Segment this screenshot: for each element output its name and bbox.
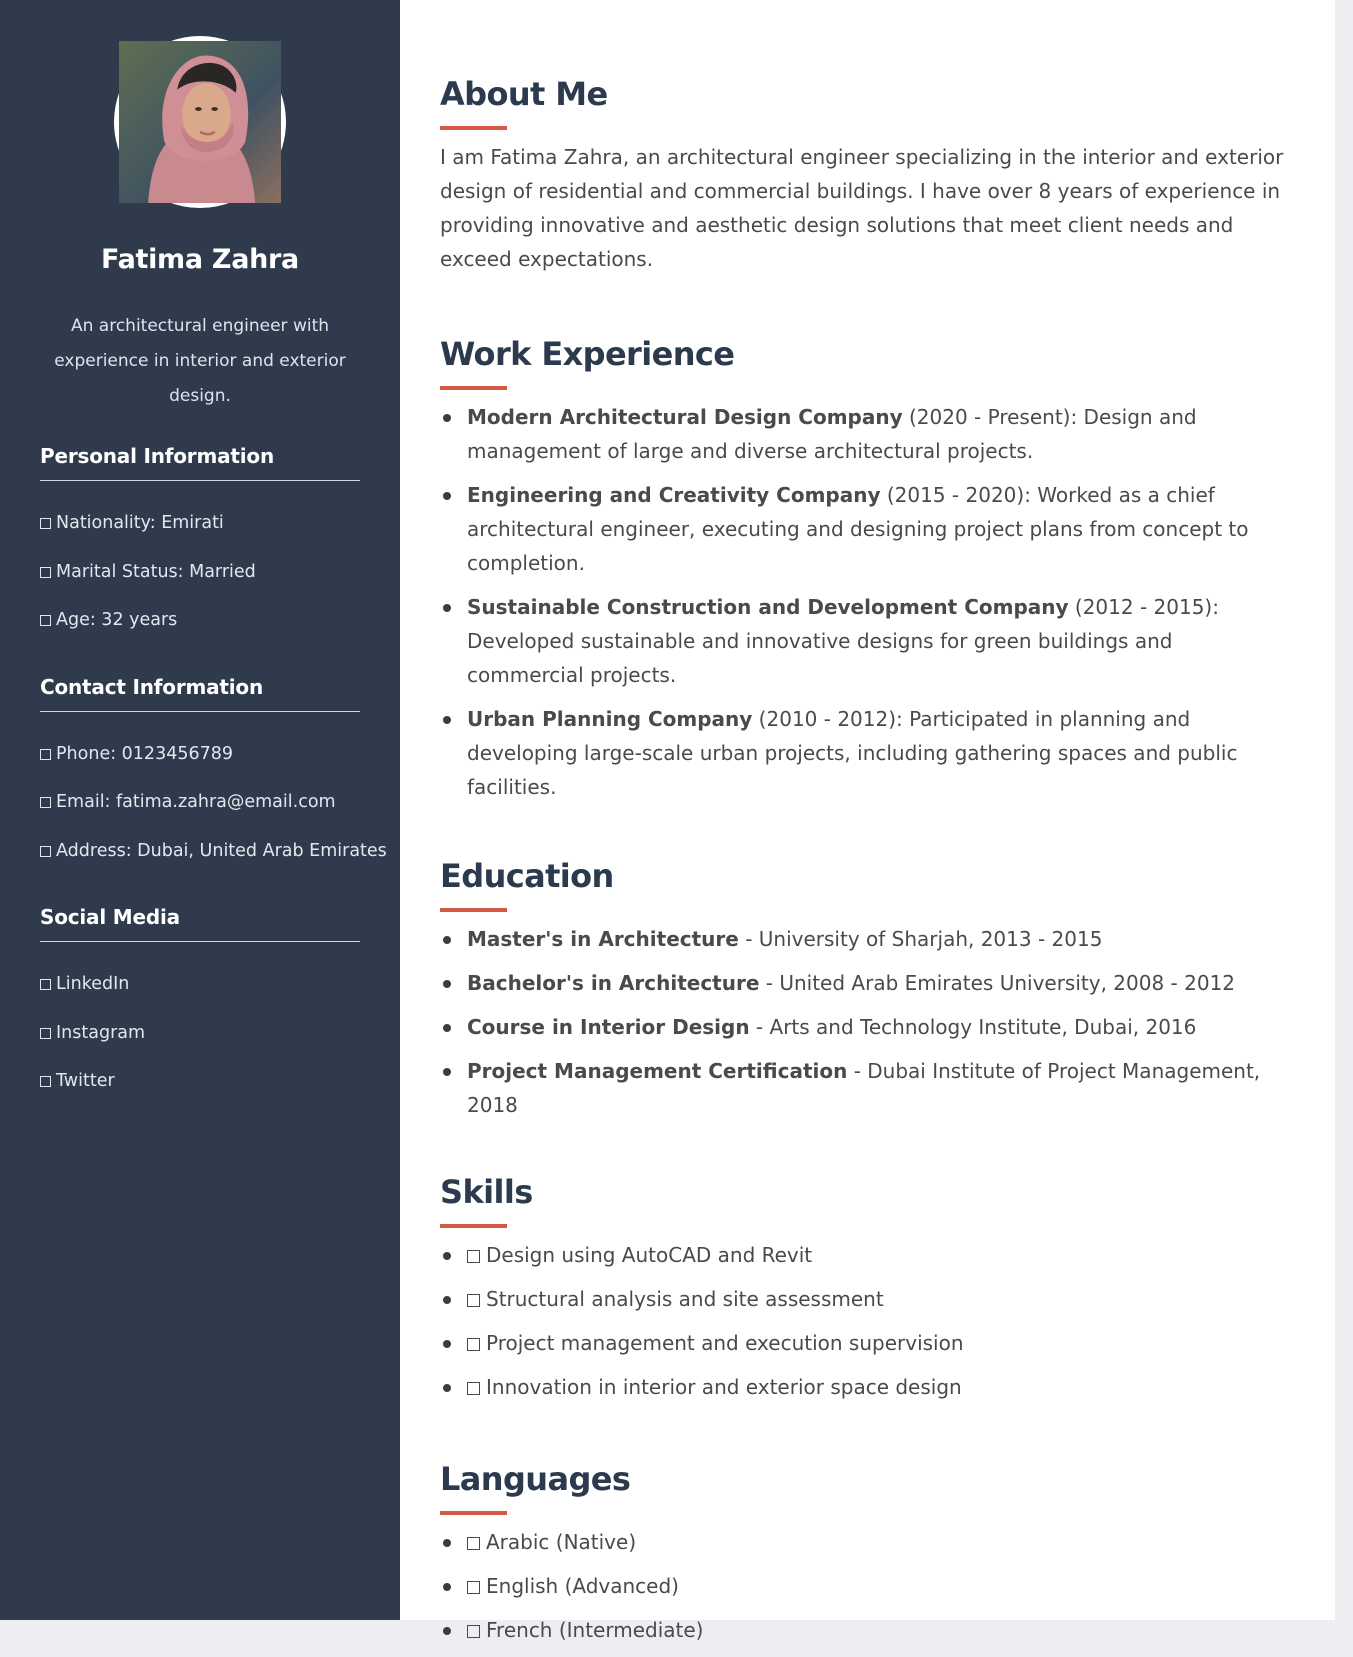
marital-status-item: Marital Status: Married — [40, 548, 360, 597]
checkbox-icon — [467, 1625, 480, 1638]
about-section — [440, 74, 1295, 276]
language-item: English (Advanced) — [440, 1569, 1295, 1603]
education-item: Project Management Certification - Dubai Institute of Project Management, 2018 — [440, 1054, 1295, 1122]
skills-section — [440, 1172, 1295, 1404]
education-item: Master's in Architecture - University of Sharjah, 2013 - 2015 — [440, 922, 1295, 956]
checkbox-icon — [40, 749, 51, 760]
skill-item: Structural analysis and site assessment — [440, 1282, 1295, 1316]
checkbox-icon — [467, 1294, 480, 1307]
contact-info-title: Contact Information — [40, 675, 360, 712]
about-title: About Me — [440, 75, 608, 113]
social-media-title: Social Media — [40, 905, 360, 942]
main-content — [440, 0, 1295, 1657]
address-item: Address: Dubai, United Arab Emirates — [40, 827, 360, 876]
title-underline — [440, 386, 507, 390]
checkbox-icon — [40, 1028, 51, 1039]
language-item: French (Intermediate) — [440, 1613, 1295, 1647]
email-item: Email: fatima.zahra@email.com — [40, 778, 360, 827]
checkbox-icon — [467, 1581, 480, 1594]
social-media-section — [40, 905, 360, 1106]
languages-section — [440, 1459, 1295, 1647]
checkbox-icon — [40, 846, 51, 857]
age-item: Age: 32 years — [40, 596, 360, 645]
social-link-instagram[interactable]: Instagram — [40, 1009, 360, 1058]
work-item: Modern Architectural Design Company (2020 - Present): Design and management of large and diverse architectural projects. — [440, 400, 1295, 468]
portrait-image — [119, 41, 281, 203]
skill-item: Project management and execution supervision — [440, 1326, 1295, 1360]
education-section — [440, 856, 1295, 1122]
checkbox-icon — [40, 797, 51, 808]
work-section — [440, 334, 1295, 804]
about-text: I am Fatima Zahra, an architectural engineer specializing in the interior and exterior design of residential and commercial buildings. I have over 8 years of experience in providing innovative and aesthetic design solutions that meet client needs and exceed expectations. — [440, 145, 1284, 271]
checkbox-icon — [40, 615, 51, 626]
checkbox-icon — [467, 1338, 480, 1351]
checkbox-icon — [467, 1537, 480, 1550]
checkbox-icon — [40, 979, 51, 990]
profile-name: Fatima Zahra — [101, 244, 299, 275]
profile-tagline: An architectural engineer with experience in interior and exterior design. — [54, 316, 346, 406]
title-underline — [440, 1511, 507, 1515]
personal-info-title: Personal Information — [40, 444, 360, 481]
skill-item: Design using AutoCAD and Revit — [440, 1238, 1295, 1272]
personal-info-section — [40, 444, 360, 645]
profile-photo — [114, 36, 286, 208]
checkbox-icon — [40, 567, 51, 578]
languages-title: Languages — [440, 1460, 631, 1498]
language-item: Arabic (Native) — [440, 1525, 1295, 1559]
title-underline — [440, 126, 507, 130]
skill-item: Innovation in interior and exterior space design — [440, 1370, 1295, 1404]
work-item: Engineering and Creativity Company (2015 - 2020): Worked as a chief architectural engineer, executing and designing project plans from concept to completion. — [440, 478, 1295, 580]
work-item: Urban Planning Company (2010 - 2012): Participated in planning and developing large-scale urban projects, including gathering spaces and public facilities. — [440, 702, 1295, 804]
checkbox-icon — [40, 518, 51, 529]
skills-title: Skills — [440, 1173, 533, 1211]
work-title: Work Experience — [440, 335, 735, 373]
nationality-item: Nationality: Emirati — [40, 499, 360, 548]
phone-item: Phone: 0123456789 — [40, 730, 360, 779]
social-link-linkedin[interactable]: LinkedIn — [40, 960, 360, 1009]
title-underline — [440, 908, 507, 912]
sidebar — [0, 0, 400, 1620]
education-item: Bachelor's in Architecture - United Arab Emirates University, 2008 - 2012 — [440, 966, 1295, 1000]
education-title: Education — [440, 857, 614, 895]
social-link-twitter[interactable]: Twitter — [40, 1057, 360, 1106]
checkbox-icon — [40, 1076, 51, 1087]
work-item: Sustainable Construction and Development Company (2012 - 2015): Developed sustainable and innovative designs for green buildings and commercial projects. — [440, 590, 1295, 692]
education-item: Course in Interior Design - Arts and Technology Institute, Dubai, 2016 — [440, 1010, 1295, 1044]
checkbox-icon — [467, 1382, 480, 1395]
title-underline — [440, 1224, 507, 1228]
checkbox-icon — [467, 1250, 480, 1263]
contact-info-section — [40, 674, 387, 876]
